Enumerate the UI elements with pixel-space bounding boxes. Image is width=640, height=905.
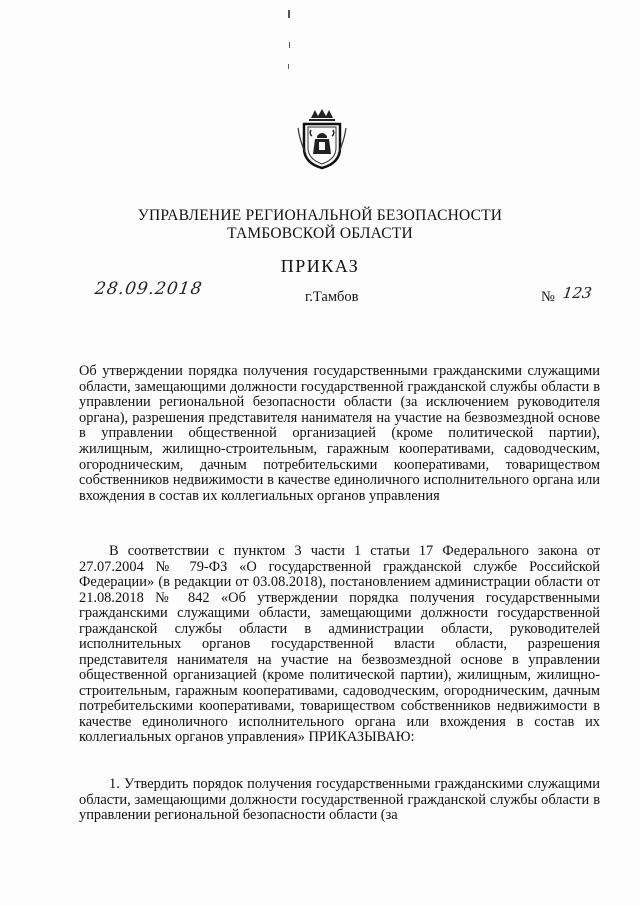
tambov-coat-of-arms-icon: [297, 108, 347, 170]
order-item-1: 1. Утвердить порядок получения государственными гражданскими служащими области, замещающими должности государственной гражданской службы области в управлении региональной безопасности области (за: [79, 776, 600, 824]
handwritten-document-number: 123: [561, 284, 593, 302]
scan-speck: [288, 10, 290, 18]
organization-name-line1: УПРАВЛЕНИЕ РЕГИОНАЛЬНОЙ БЕЗОПАСНОСТИ: [137, 207, 503, 224]
order-subject: Об утверждении порядка получения государственными гражданскими служащими области, замещающими должности государственной гражданской службы области в управлении региональной безопасности области (за исключением руководителя органа), разрешения представителя нанимателя на участие на безвозмездной основе в управлении общественной организацией (кроме политической партии), жилищным, жилищно-строительным, гаражным кооперативами, садоводческим, огородническим, дачным потребительскими кооперативами, товариществом собственников недвижимости в качестве единоличного исполнительного органа или вхождения в состав их коллегиальных органов управления: [79, 363, 600, 504]
scan-speck: [288, 64, 289, 69]
scan-speck: [289, 42, 290, 48]
document-type-title: ПРИКАЗ: [280, 256, 360, 276]
city-label: г.Тамбов: [305, 289, 359, 305]
order-preamble: В соответствии с пунктом 3 части 1 статьи 17 Федерального закона от 27.07.2004 № 79-ФЗ «О государственной гражданской службе Российской Федерации» (в редакции от 03.08.2018), постановлением администрации области от 21.08.2018 № 842 «Об утверждении порядка получения государственными гражданскими служащими области, замещающими должности государственной гражданской службы области в администрации области, руководителей исполнительных органов государственной власти области, разрешения представителя нанимателя на участие на безвозмездной основе в управлении общественной организацией (кроме политической партии), жилищным, жилищно-строительным, гаражным кооперативами, садоводческим, огородническим, дачным потребительскими кооперативами, товариществом собственников недвижимости в качестве единоличного исполнительного органа или вхождения в состав их коллегиальных органов управления» ПРИКАЗЫВАЮ:: [79, 543, 600, 745]
handwritten-date: 28.09.2018: [93, 279, 204, 299]
document-number-label: №: [541, 289, 555, 305]
organization-name-line2: ТАМБОВСКОЙ ОБЛАСТИ: [227, 225, 413, 242]
